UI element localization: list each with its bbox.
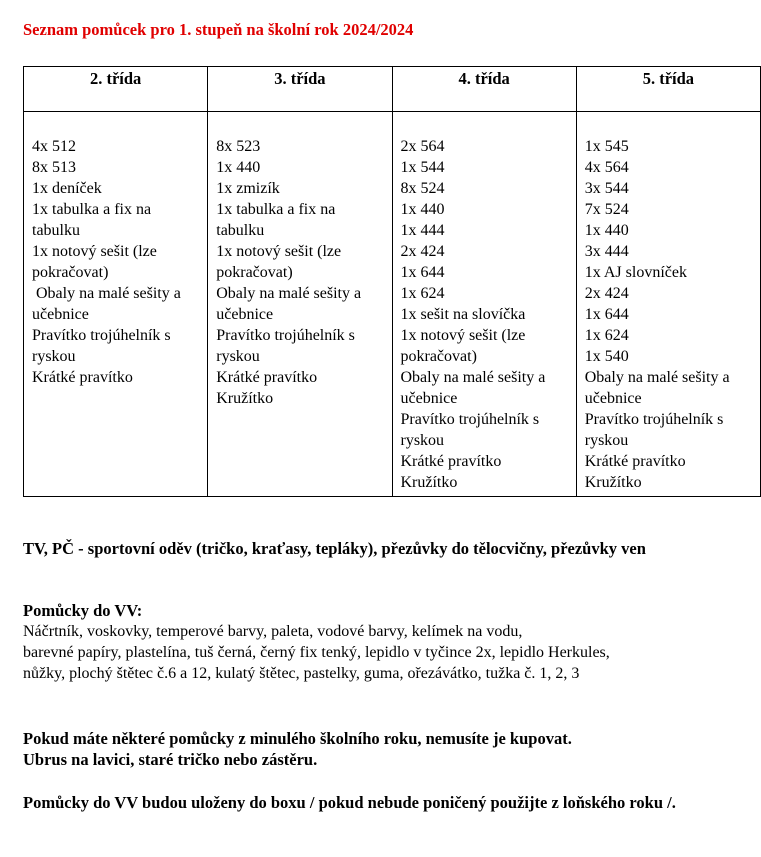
art-supplies-list (23, 621, 733, 684)
supply-item: 1x 644 (400, 264, 445, 281)
sport-clothing-note: TV, PČ - sportovní oděv (tričko, kraťasy, tepláky), přezůvky do tělocvičny, přezůvky ven (23, 539, 646, 558)
supplies-cell-grade-2 (24, 112, 208, 497)
supply-item: 1x zmizík (216, 180, 280, 197)
supply-item: Krátké pravítko (584, 453, 686, 470)
supply-item: Pravítko trojúhelník s ryskou (584, 411, 728, 449)
supply-item: 1x tabulka a fix na tabulku (216, 201, 340, 239)
supply-item: Kružítko (584, 474, 642, 491)
supply-item: 3x 544 (584, 180, 629, 197)
art-box-note: Pomůcky do VV budou uloženy do boxu / pokud nebude poničený použijte z loňského roku /. (23, 793, 676, 812)
supply-item: 2x 564 (400, 138, 445, 155)
supply-item: Pravítko trojúhelník s ryskou (400, 411, 544, 449)
column-header-grade-5: 5. třída (576, 67, 760, 112)
supply-item: Obaly na malé sešity a učebnice (584, 369, 734, 407)
supply-item: 1x 545 (584, 138, 629, 155)
supply-item: 2x 424 (400, 243, 445, 260)
art-supplies-line: nůžky, plochý štětec č.6 a 12, kulatý štětec, pastelky, guma, ořezávátko, tužka č. 1, 2, 3 (23, 665, 580, 682)
previous-year-note: Pokud máte některé pomůcky z minulého školního roku, nemusíte je kupovat. (23, 729, 572, 748)
document-title: Seznam pomůcek pro 1. stupeň na školní rok 2024/2024 (23, 20, 414, 39)
art-supplies-heading: Pomůcky do VV: (23, 601, 143, 620)
column-header-grade-2: 2. třída (24, 67, 208, 112)
supply-item: 8x 513 (32, 159, 76, 176)
supply-item: Obaly na malé sešity a učebnice (400, 369, 550, 407)
supply-item: Pravítko trojúhelník s ryskou (216, 327, 359, 365)
supplies-cell-grade-4 (392, 112, 576, 497)
supply-item: 1x 440 (400, 201, 445, 218)
supply-item: 1x notový sešit (lze pokračovat) (216, 243, 346, 281)
supply-item: 7x 524 (584, 201, 629, 218)
supply-item: 1x 440 (216, 159, 261, 176)
column-header-grade-3: 3. třída (208, 67, 392, 112)
supplies-table (23, 66, 761, 497)
supply-item: 3x 444 (584, 243, 629, 260)
supply-item: 1x sešit na slovíčka (400, 306, 526, 323)
supplies-cell-grade-3 (208, 112, 392, 497)
supply-item: Kružítko (216, 390, 274, 407)
table-body-row (24, 112, 761, 497)
supply-item: Pravítko trojúhelník s ryskou (32, 327, 175, 365)
supply-item: Krátké pravítko (400, 453, 502, 470)
supply-item: 1x 624 (584, 327, 629, 344)
supply-item: 8x 523 (216, 138, 261, 155)
supply-item: 8x 524 (400, 180, 445, 197)
supply-item: 1x tabulka a fix na tabulku (32, 201, 156, 239)
supply-item: 1x notový sešit (lze pokračovat) (32, 243, 161, 281)
supply-item: 1x 440 (584, 222, 629, 239)
supply-item: 4x 512 (32, 138, 76, 155)
supply-item: Krátké pravítko (32, 369, 133, 386)
supply-item: Kružítko (400, 474, 458, 491)
supply-item: 1x notový sešit (lze pokračovat) (400, 327, 530, 365)
supply-item: 1x deníček (32, 180, 102, 197)
supply-item: 1x 544 (400, 159, 445, 176)
supply-item: 1x 444 (400, 222, 445, 239)
supply-item: Obaly na malé sešity a učebnice (32, 285, 185, 323)
art-supplies-line: Náčrtník, voskovky, temperové barvy, paleta, vodové barvy, kelímek na vodu, (23, 623, 523, 640)
supply-item: 2x 424 (584, 285, 629, 302)
supply-item: Krátké pravítko (216, 369, 318, 386)
supply-item: 1x 540 (584, 348, 629, 365)
art-supplies-line: barevné papíry, plastelína, tuš černá, černý fix tenký, lepidlo v tyčince 2x, lepidlo Herkules, (23, 644, 610, 661)
supply-item: 4x 564 (584, 159, 629, 176)
supply-item: 1x 624 (400, 285, 445, 302)
table-header-row (24, 67, 761, 112)
supply-item: 1x AJ slovníček (584, 264, 687, 281)
supply-item: 1x 644 (584, 306, 629, 323)
supply-item: Obaly na malé sešity a učebnice (216, 285, 366, 323)
column-header-grade-4: 4. třída (392, 67, 576, 112)
tablecloth-note: Ubrus na lavici, staré tričko nebo zástěru. (23, 750, 318, 769)
supplies-cell-grade-5 (576, 112, 760, 497)
